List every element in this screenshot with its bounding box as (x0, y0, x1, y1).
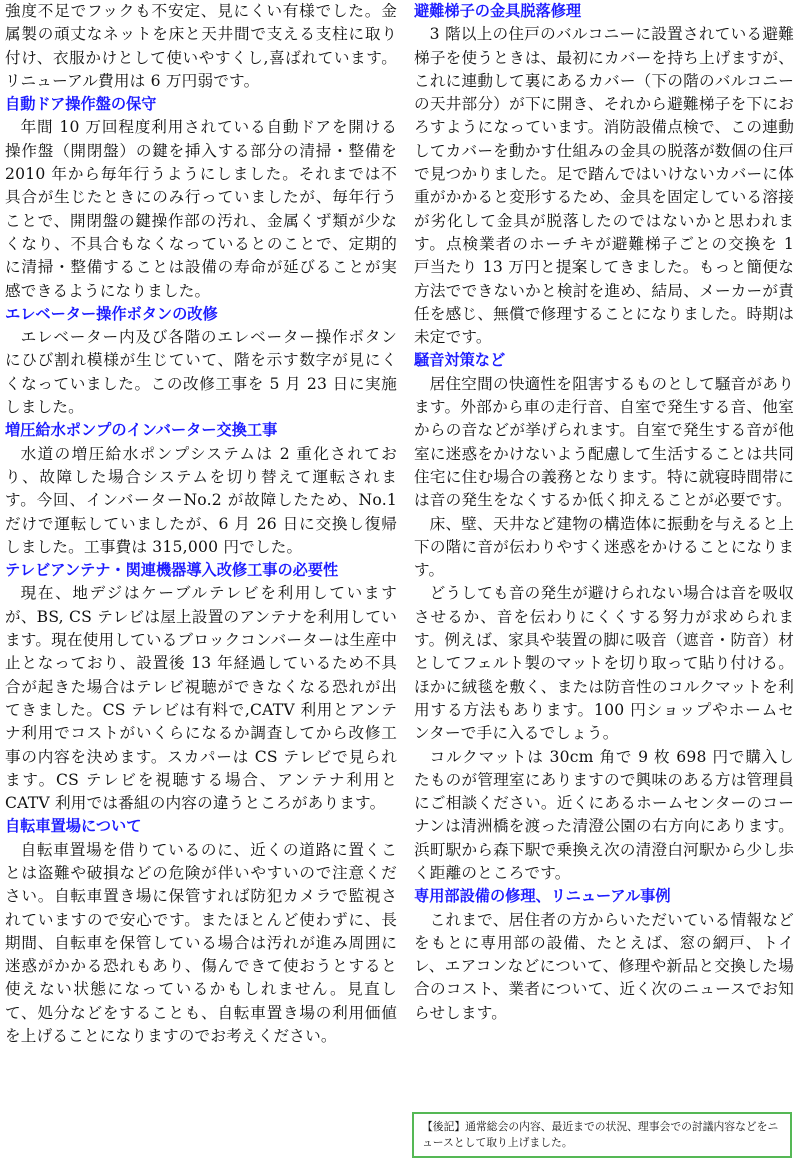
section-paragraph: 床、壁、天井など建物の構造体に振動を与えると上下の階に音が伝わりやすく迷惑をかけることになります。 (414, 514, 794, 580)
section-paragraph: 水道の増圧給水ポンプシステムは 2 重化されており、故障した場合システムを切り替えて運転されます。今回、インバーターNo.2 が故障したため、No.1 だけで運転していましたが、6 月 26 日に交換し復帰しました。工事費は 315,000 円でした。 (5, 444, 397, 556)
section-paragraph: 3 階以上の住戸のバルコニーに設置されている避難梯子を使うときは、最初にカバーを持ち上げますが、これに連動して裏にあるカバー（下の階のバルコニーの天井部分）が下に開き、それから避難梯子を下におろすようになっています。消防設備点検で、この連動してカバーを動かす仕組みの金具の脱落が数個の住戸で見つかりました。足で踏んではいけないカバーに体重がかかると変形するため、金具を固定している溶接が劣化して金具が脱落したのではないかと思われます。点検業者のホーチキが避難梯子ごとの交換を 1 戸当たり 13 万円と提案してきました。もっと簡便な方法でできないかと検討を進め、結局、メーカーが責任を感じ、無償で修理することになりました。時期は未定です。 (414, 25, 794, 347)
section-paragraph: 年間 10 万回程度利用されている自動ドアを開ける操作盤（開閉盤）の鍵を挿入する部分の清掃・整備を 2010 年から毎年行うようにしました。それまでは不具合が生じたときにのみ行っていましたが、毎年行うことで、開閉盤の鍵操作部の汚れ、金属くず類が少なくなり、不具合もなくなっているとのことで、定期的に清掃・整備することは設備の寿命が延びることが実感できるようになりました。 (5, 118, 397, 300)
section-escape-ladder (414, 0, 794, 349)
editor-note-box: 【後記】通常総会の内容、最近までの状況、理事会での討議内容などをニュースとして取り上げました。 (412, 1112, 792, 1158)
section-auto-door (5, 93, 397, 303)
section-paragraph: どうしても音の発生が避けられない場合は音を吸収させるか、音を伝わりにくくする努力が求められます。例えば、家具や装置の脚に吸音（遮音・防音）材としてフェルト製のマットを切り取って貼り付ける。ほかに絨毯を敷く、または防音性のコルクマットを利用する方法もあります。100 円ショップやホームセンターで手に入るでしょう。 (414, 584, 794, 743)
section-title: 避難梯子の金具脱落修理 (414, 2, 582, 20)
section-paragraph: コルクマットは 30cm 角で 9 枚 698 円で購入したものが管理室にありますので興味のある方は管理員にご相談ください。近くにあるホームセンターのコーナンは清洲橋を渡った清澄公園の右方向にあります。浜町駅から森下駅で乗換え次の清澄白河駅から少し歩く距離のところです。 (414, 747, 794, 882)
section-title: 増圧給水ポンプのインバーター交換工事 (5, 421, 278, 440)
section-title: 専用部設備の修理、リニューアル事例 (414, 887, 671, 906)
section-title: 自動ドア操作盤の保守 (5, 95, 157, 114)
section-title: テレビアンテナ・関連機器導入改修工事の必要性 (5, 561, 339, 580)
section-paragraph: 自転車置場を借りているのに、近くの道路に置くことは盗難や破損などの危険が伴いやすいので注意ください。自転車置き場に保管すれば防犯カメラで監視されていますので安心です。またほとんど使わずに、長期間、自転車を保管している場合は汚れが進み周囲に迷惑がかかる恐れもあり、傷んできて使おうとすると使えない状態になっているかもしれません。見直して、処分などをすることも、自転車置き場の利用価値を上げることになりますのでお考えください。 (5, 840, 397, 1046)
section-noise (414, 349, 794, 885)
section-private-equipment (414, 885, 794, 1025)
intro-continuation: 強度不足でフックも不安定、見にくい有様でした。金属製の頑丈なネットを床と天井間で支える支柱に取り付け、衣服かけとして使いやすくし,喜ばれています。リニューアル費用は 6 万円弱です。 (5, 2, 397, 90)
section-paragraph: エレベーター内及び各階のエレベーター操作ボタンにひび割れ模様が生じていて、階を示す数字が見にくくなっていました。この改修工事を 5 月 23 日に実施しました。 (5, 328, 397, 417)
right-column (414, 0, 794, 1025)
section-title: 騒音対策など (414, 351, 506, 370)
section-elevator-buttons (5, 303, 397, 419)
section-title: エレベーター操作ボタンの改修 (5, 304, 218, 323)
section-paragraph: これまで、居住者の方からいただいている情報などをもとに専用部の設備、たとえば、窓の網戸、トイレ、エアコンなどについて、修理や新品と交換した場合のコスト、業者について、近く次のニュースでお知らせします。 (414, 910, 794, 1022)
section-paragraph: 現在、地デジはケーブルテレビを利用していますが、BS, CS テレビは屋上設置のアンテナを利用しています。現在使用しているブロックコンバーターは生産中止となっており、設置後 13 年経過しているため不具合が起きた場合はテレビ視聴ができなくなる恐れが出てきました。CS テレビは有料で,CATV 利用とアンテナ利用でコストがいくらになるか調査してから改修工事の内容を決めます。スカパーは CS テレビで見られます。CS テレビを視聴する場合、アンテナ利用と CATV 利用では番組の内容の違うところがあります。 (5, 584, 397, 813)
section-paragraph: 居住空間の快適性を阻害するものとして騒音があります。外部から車の走行音、自室で発生する音、他室からの音などが挙げられます。自室で発生する音が他室に迷惑をかけないよう配慮して生活することは共同住宅に住む場合の義務となります。特に就寝時間帯には音の発生をなくするか低く抑えることが必要です。 (414, 374, 794, 510)
left-column (5, 0, 397, 1048)
section-bicycle-parking (5, 815, 397, 1048)
section-title: 自転車置場について (5, 817, 142, 836)
section-tv-antenna (5, 559, 397, 815)
section-pump-inverter (5, 419, 397, 559)
